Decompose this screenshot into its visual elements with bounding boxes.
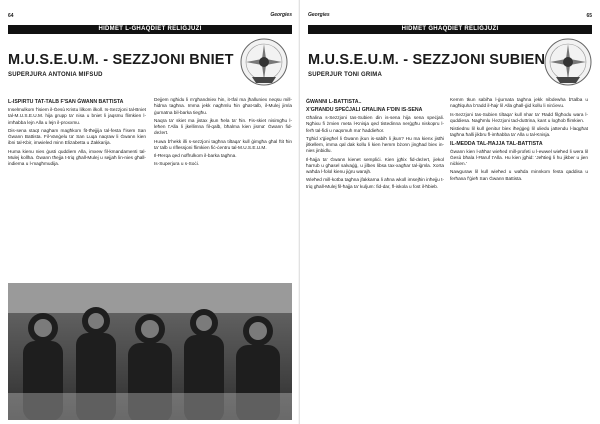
right-page bbox=[300, 0, 600, 424]
paragraph: Kemm tkun sabiħa l-ġurnata tagħna jekk nibdewha b'talba u nagħlquha b'radd il-ħajr lil Alla għall-ġid kollu li nirċievu. bbox=[450, 97, 588, 109]
paragraph: Inselmulkom f'isiem il-Ġesù Kristu lilkom ilkoll. Is-Sezzjoni tal-Bniet tal-M.U.S.E.U.M. hija grupp ta' nisa u bniet li jaqsmu flimkien l-imħabba lejn Alla u lejn il-proxxmu. bbox=[8, 107, 146, 125]
column-1 bbox=[8, 97, 146, 277]
section-header: HIDMET GHAQDIET RELIĠJUŻI bbox=[308, 25, 592, 34]
paragraph: Huwa b'hekk illi s-sezzjoni tagħna tiltaqa' kull ġimgħa għal ftit ħin ta' talb u riflessjoni flimkien fiċ-ċentru tal-M.U.S.E.U.M. bbox=[154, 138, 292, 150]
magazine-logo: Georgies bbox=[308, 12, 330, 18]
paragraph: Wieħed mill-kotba tagħna jfakkarna li aħna wkoll imsejħin inħejju t-triq għall-Mulej fil-ħajja ta' kuljum: fid-dar, fl-iskola u fost il-ħbieb. bbox=[306, 177, 444, 189]
article-title: M.U.S.E.U.M. - SEZZJONI SUBIEN bbox=[308, 52, 546, 68]
museum-emblem-icon bbox=[542, 37, 594, 87]
page-number: 65 bbox=[586, 13, 592, 19]
paragraph: Dis-sena staqt nagħam magħkom fit-tħejjija tal-festa f'isem San Ġwann Battista. Fil-Vanġelu ta' San Luqa naqraw li Ġwann kien ibni tal-Kbir, imwieled minn Elizabetta u Żakkarija. bbox=[8, 127, 146, 146]
column-2 bbox=[154, 97, 292, 277]
column-2 bbox=[450, 97, 588, 415]
article-title: M.U.S.E.U.M. - SEZZJONI BNIET bbox=[8, 52, 234, 68]
paragraph: Nistiednu lil kull ġenitur biex iħeġġeġ lil uliedu jattendu l-laqgħat tagħna ħalli jikbru fl-imħabba ta' Alla u tal-Knisja. bbox=[450, 126, 588, 138]
paragraph: Ġwann kien l-aħħar wieħed mill-profeti u l-ewwel wieħed li wera lil Ġesù bħala l-Ħaruf t'Alla. Hu kien jgħid: 'Jeħtieġ li hu jikber u jien niċkien.' bbox=[450, 148, 588, 166]
paragraph: Huma kienu nies ġusti quddiem Alla, imxew fil-kmandamenti tal-Mulej kollha. Ġwann tħejja t-triq għall-Mulej u sejjaħ lin-nies għall-indiema u l-magħmudija. bbox=[8, 148, 146, 166]
group-photo bbox=[8, 283, 292, 420]
paragraph: Għalina s-Sezzjoni tas-Subien din is-sena hija sena speċjali. Ngħixu fi żmien meta l-Knisja qed tistedinna nerġgħu niskopru l-ferħ tal-fidi u naqsmuh ma' ħaddieħor. bbox=[306, 115, 444, 133]
paragraph: Dejjem ngħidu li m'għandniex ħin, it-tfal ma jħalluniex neqsu mill-ħidma tagħna. Imma jekk nagħmlu ħin għat-talb, il-Mulej jimla ġurnatna bil-barka tiegħu. bbox=[154, 97, 292, 115]
section-header: HIDMET L-GHAQDIET RELIĠJUŻI bbox=[8, 25, 292, 34]
page-number: 64 bbox=[8, 13, 14, 19]
paragraph: Il-ħajja ta' Ġwann kienet sempliċi. Kien jgħix fid-deżert, jiekol ħarrub u għasel salvaġġ, u jilbes libsa tax-xagħar tal-iġmla. Xorta waħda l-folol kienu jiġru warajh. bbox=[306, 156, 444, 174]
signature: Is-Superjura u s-Soċi. bbox=[154, 161, 200, 167]
column-heading: IL-MEDDA TAL-ĦAJJA TAL-BATTISTA bbox=[450, 140, 543, 147]
column-1 bbox=[306, 97, 444, 415]
column-heading: L-ISPIRTU TAT-TALB F'SAN ĠWANN BATTISTA bbox=[8, 99, 124, 105]
column-subheading: X'GĦANDU SPEĊJALI GĦALINA F'DIN IS-SENA bbox=[306, 107, 423, 113]
paragraph: Tgħid x'ġiegħel li Ġwann jkun is-sabiħ li jkun? Hu ma kienx jistħi jitkellem, imma qal dak kollu li kien hemm bżonn jingħad biex in-nies jinbidlu. bbox=[306, 135, 444, 154]
paragraph: Nawguraw lil kull wieħed u waħda minnkom festa qaddisa u ferħana f'ġieħ San Ġwann Battista. bbox=[450, 169, 588, 181]
paragraph: Is-Sezzjoni tas-Subien tiltaqa' kull nhar ta' Ħadd filgħodu wara l-quddiesa. Nagħmlu l-lezzjoni tad-duttrina, kant u logħob flimkien. bbox=[450, 111, 588, 123]
article-author: SUPERJUR TONI GRIMA bbox=[308, 72, 383, 78]
article-author: SUPERJURA ANTONIA MIFSUD bbox=[8, 72, 103, 78]
museum-emblem-icon bbox=[238, 37, 290, 87]
column-heading: ĠWANNI L-BATTISTA.. bbox=[306, 99, 362, 105]
paragraph: Il-Ħerqa qed noffrulkom il-barka tagħna. bbox=[154, 153, 237, 158]
magazine-logo: Georgies bbox=[270, 12, 292, 18]
paragraph: Naqra ta' skiet ma jistax jkun ħela ta' ħin. Fis-skiet nisimgħu l-leħen t'Alla li jkellimna fil-qalb, bħalma kien jisma' Ġwann fid-deżert. bbox=[154, 117, 292, 136]
